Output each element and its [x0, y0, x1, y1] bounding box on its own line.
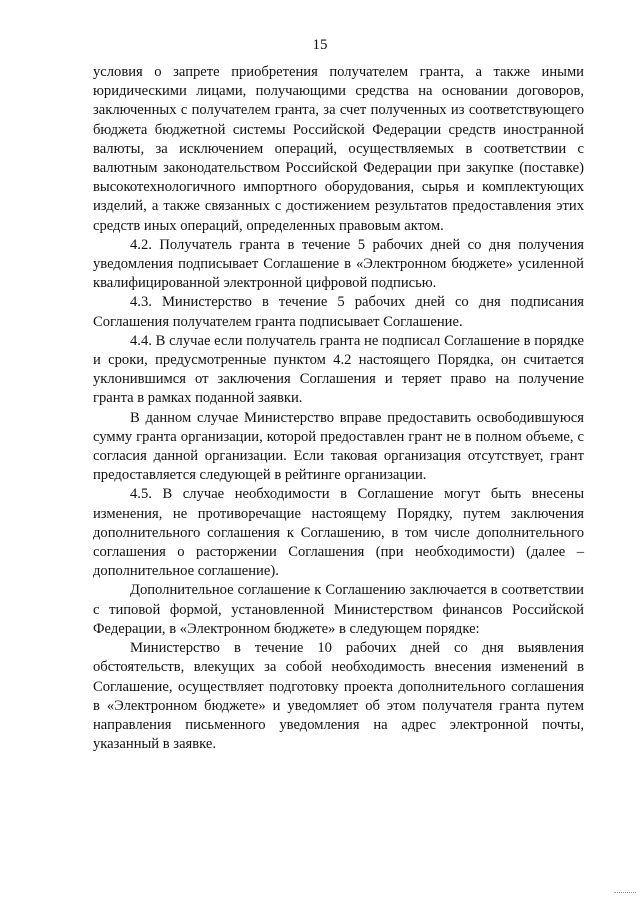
paragraph-4-2: 4.2. Получатель гранта в течение 5 рабочих дней со дня получения уведомления подписывает Соглашение в «Электронном бюджете» усиленной квалифицированной электронной цифровой подписью.	[93, 236, 584, 292]
scan-corner-mark	[614, 892, 636, 903]
paragraph-4-4: 4.4. В случае если получатель гранта не подписал Соглашение в порядке и сроки, предусмотренные пунктом 4.2 настоящего Порядка, он считается уклонившимся от заключения Соглашения и теряет право на получение гранта в рамках поданной заявки.	[93, 332, 584, 407]
paragraph-4-3: 4.3. Министерство в течение 5 рабочих дней со дня подписания Соглашения получателем гранта подписывает Соглашение.	[93, 294, 584, 330]
paragraph-continuation: условия о запрете приобретения получателем гранта, а также иными юридическими лицами, получающими средства на основании договоров, заключенных с получателем гранта, за счет полученных из соответствующего бюджета бюджетной системы Российской Федерации средств иностранной валюты, за исключением операций, осуществляемых в соответствии с валютным законодательством Российской Федерации при закупке (поставке) высокотехнологичного импортного оборудования, сырья и комплектующих изделий, а также связанных с достижением результатов предоставления этих средств иных операций, определенных правовым актом.	[93, 64, 584, 234]
document-body	[93, 63, 584, 754]
paragraph-4-4-continued: В данном случае Министерство вправе предоставить освободившуюся сумму гранта организации, которой предоставлен грант не в полном объеме, с согласия данной организации. Если таковая организация отсутствует, грант предоставляется следующей в рейтинге организации.	[93, 409, 584, 484]
paragraph-ministry-procedure: Министерство в течение 10 рабочих дней со дня выявления обстоятельств, влекущих за собой необходимость внесения изменений в Соглашение, осуществляет подготовку проекта дополнительного соглашения в «Электронном бюджете» и уведомляет об этом получателя гранта путем направления письменного уведомления на адрес электронной почты, указанный в заявке.	[93, 640, 584, 753]
paragraph-4-5: 4.5. В случае необходимости в Соглашение могут быть внесены изменения, не противоречащие настоящему Порядку, путем заключения дополнительного соглашения к Соглашению, в том числе дополнительного соглашения о расторжении Соглашения (при необходимости) (далее – дополнительное соглашение).	[93, 486, 584, 580]
page-number: 15	[312, 37, 328, 53]
paragraph-additional-agreement: Дополнительное соглашение к Соглашению заключается в соответствии с типовой формой, установленной Министерством финансов Российской Федерации, в «Электронном бюджете» в следующем порядке:	[93, 582, 584, 637]
